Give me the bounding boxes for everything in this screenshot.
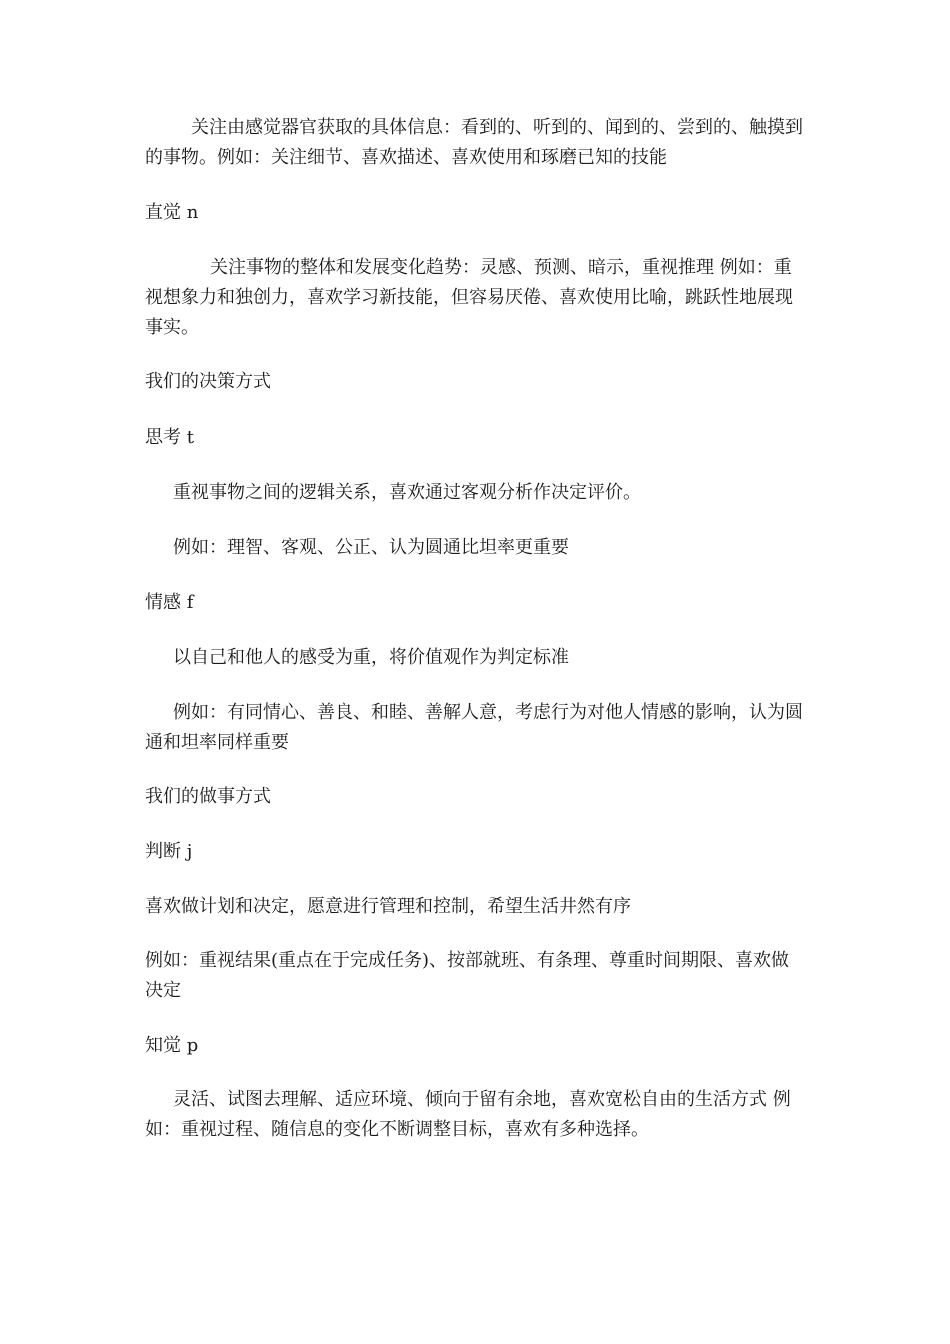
paragraph-thinking-description: 重视事物之间的逻辑关系，喜欢通过客观分析作决定评价。 [173, 482, 641, 503]
paragraph-feeling-example: 例如：有同情心、善良、和睦、善解人意，考虑行为对他人情感的影响，认为圆通和坦率同样重要 [145, 702, 803, 753]
paragraph-judging-description: 喜欢做计划和决定，愿意进行管理和控制，希望生活井然有序 [145, 896, 631, 917]
heading-judging: 判断 j [145, 841, 193, 862]
heading-feeling: 情感 f [145, 592, 194, 613]
heading-working-style: 我们的做事方式 [145, 786, 271, 807]
paragraph-perceiving-description: 灵活、试图去理解、适应环境、倾向于留有余地，喜欢宽松自由的生活方式 例如：重视过程、随信息的变化不断调整目标，喜欢有多种选择。 [145, 1089, 791, 1140]
heading-intuition: 直觉 n [145, 202, 199, 223]
paragraph-sensing-description: 关注由感觉器官获取的具体信息：看到的、听到的、闻到的、尝到的、触摸到的事物。例如：关注细节、喜欢描述、喜欢使用和琢磨已知的技能 [145, 117, 803, 168]
paragraph-judging-example: 例如：重视结果(重点在于完成任务)、按部就班、有条理、尊重时间期限、喜欢做决定 [145, 950, 790, 1001]
heading-thinking: 思考 t [145, 427, 194, 448]
paragraph-feeling-description: 以自己和他人的感受为重，将价值观作为判定标准 [173, 647, 569, 668]
paragraph-intuition-description: 关注事物的整体和发展变化趋势：灵感、预测、暗示，重视推理 例如：重视想象力和独创力，喜欢学习新技能，但容易厌倦、喜欢使用比喻，跳跃性地展现事实。 [145, 257, 793, 338]
paragraph-thinking-example: 例如：理智、客观、公正、认为圆通比坦率更重要 [173, 537, 569, 558]
heading-perceiving: 知觉 p [145, 1035, 199, 1056]
heading-decision-style: 我们的决策方式 [145, 371, 271, 392]
